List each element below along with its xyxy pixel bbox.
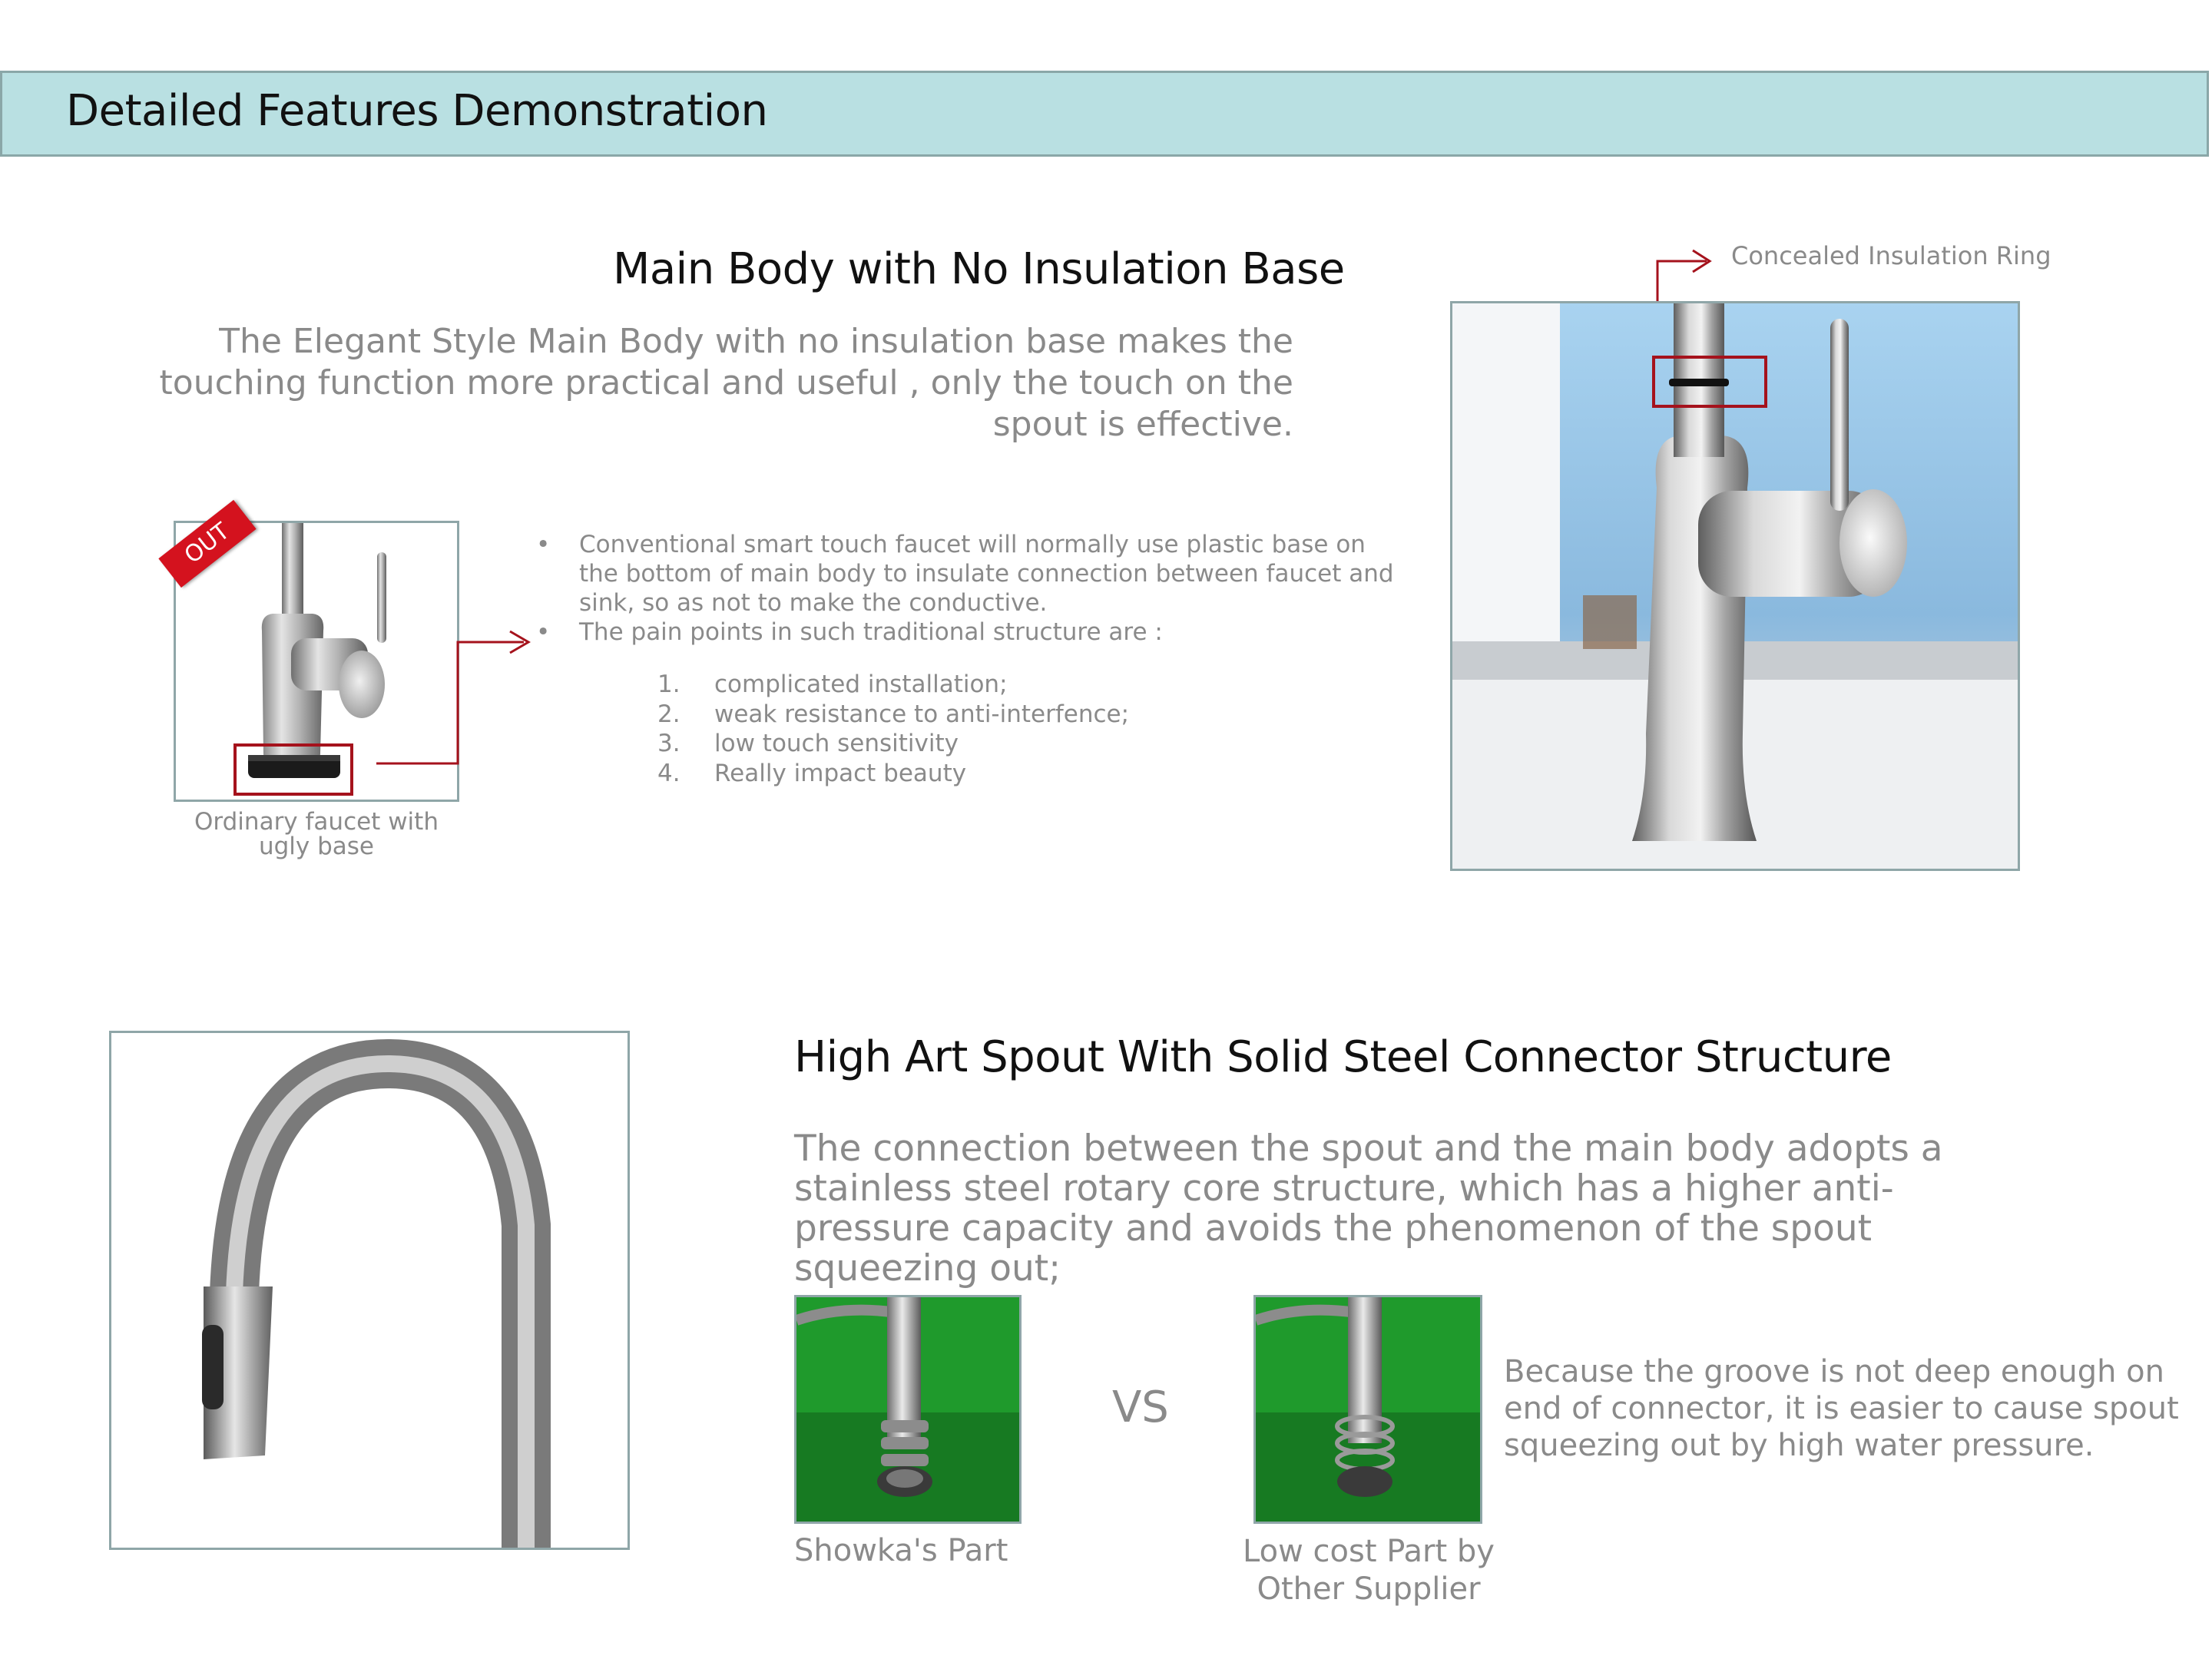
vs-label: VS	[1112, 1382, 1169, 1432]
page-title: Detailed Features Demonstration	[66, 86, 768, 136]
spout-photo	[109, 1031, 630, 1550]
section1-title: Main Body with No Insulation Base	[613, 244, 1345, 294]
pain-point-text: complicated installation;	[714, 671, 1008, 698]
bullet-text: Conventional smart touch faucet will normally use plastic base on the bottom of main body to insulate connection between faucet and sink, so as not to make the conductive.	[579, 531, 1394, 617]
bullet-text: The pain points in such traditional structure are :	[579, 618, 1163, 646]
pain-point-number: 4.	[657, 759, 680, 787]
concealed-ring-label: Concealed Insulation Ring	[1731, 241, 2051, 270]
bullet-dot: •	[536, 618, 551, 646]
ordinary-faucet-caption: Ordinary faucet with ugly base	[194, 808, 439, 860]
low-cost-part-photo	[1253, 1295, 1482, 1524]
base-highlight-box	[235, 745, 352, 794]
bullet-dot: •	[536, 531, 551, 558]
pain-point-text: low touch sensitivity	[714, 730, 959, 757]
pain-point-number: 1.	[657, 671, 680, 698]
pain-point-text: weak resistance to anti-interfence;	[714, 700, 1130, 728]
section2-title: High Art Spout With Solid Steel Connector Structure	[794, 1032, 1892, 1082]
showka-part-photo	[794, 1295, 1022, 1524]
base-arrow-line	[376, 642, 524, 763]
pain-point-item	[657, 670, 1272, 700]
pain-point-number: 3.	[657, 730, 680, 757]
section2-description: The connection between the spout and the main body adopts a stainless steel rotary core structure, which has a higher anti-pressure capacity and avoids the phenomenon of the spout squeezing out;	[794, 1128, 1943, 1290]
faucet-photo	[1450, 301, 2020, 871]
bullet-list	[530, 530, 1398, 647]
pain-point-number: 2.	[657, 700, 680, 728]
groove-note: Because the groove is not deep enough on end of connector, it is easier to cause spout squeezing out by high water pressure.	[1504, 1354, 2179, 1463]
pain-point-text: Really impact beauty	[714, 759, 967, 787]
pain-point-item	[657, 700, 1272, 730]
low-cost-part-caption: Low cost Part by Other Supplier	[1243, 1534, 1495, 1607]
showka-part-caption: Showka's Part	[794, 1533, 1008, 1568]
pain-point-item	[657, 729, 1272, 759]
bullet-item	[530, 618, 1398, 647]
section1-description: The Elegant Style Main Body with no insulation base makes the touching function more practical and useful , only the touch on the spout is effective.	[159, 322, 1293, 444]
pain-points-list	[657, 670, 1272, 788]
bullet-item	[530, 530, 1398, 618]
out-badge: OUT	[158, 500, 256, 588]
pain-point-item	[657, 759, 1272, 789]
